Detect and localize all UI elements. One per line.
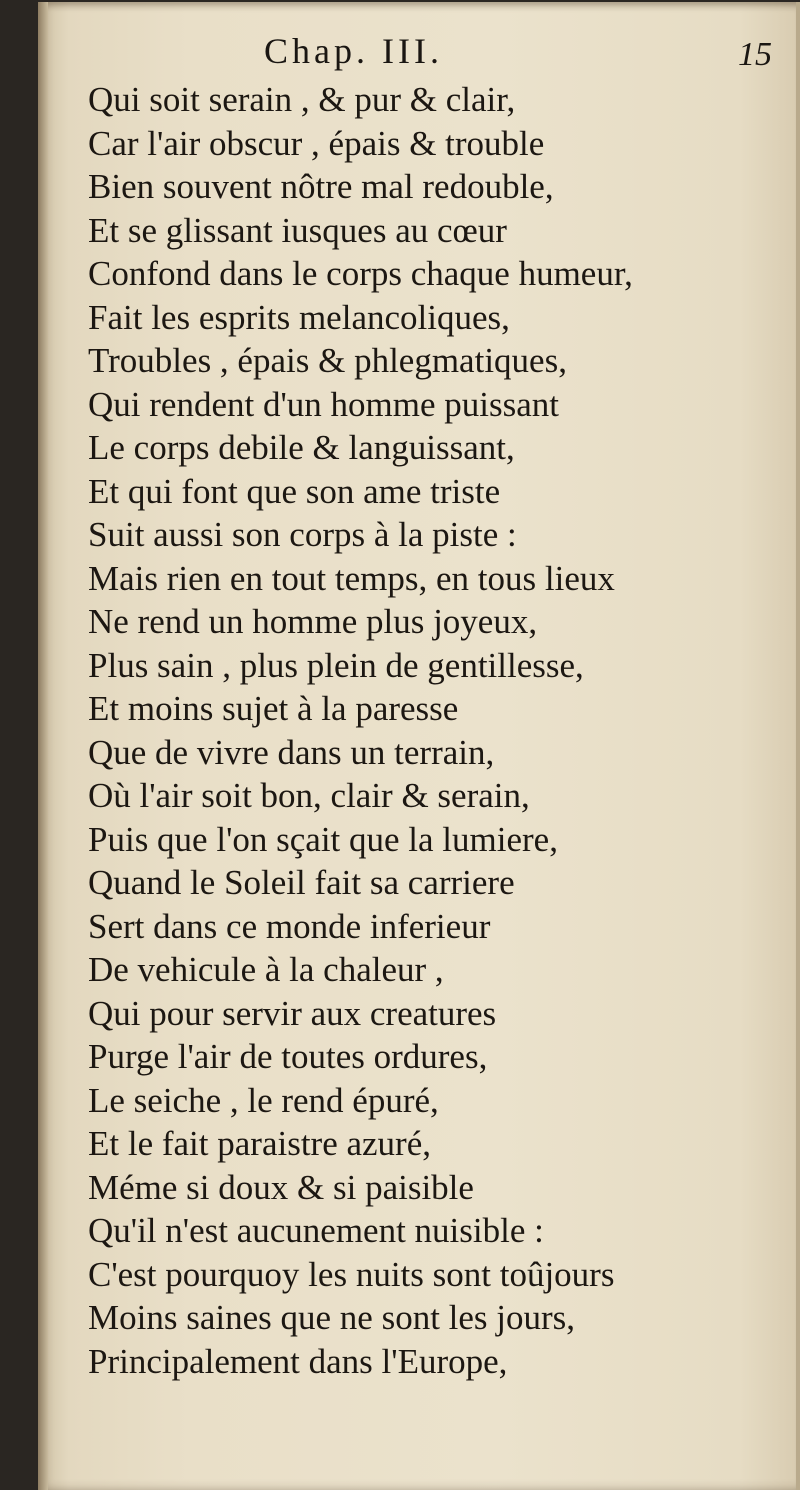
- verse-line: Le corps debile & languissant,: [88, 428, 515, 467]
- verse-line: Et qui font que son ame triste: [88, 471, 501, 511]
- verse-line: Ne rend un homme plus joyeux,: [88, 602, 538, 641]
- verse-line: Bien souvent nôtre mal redouble,: [88, 167, 554, 206]
- verse-line: Plus sain , plus plein de gentillesse,: [88, 645, 584, 685]
- running-head: Chap. III.: [264, 31, 443, 71]
- verse-text-block: [88, 78, 778, 1383]
- verse-line: Et le fait paraistre azuré,: [88, 1124, 431, 1163]
- verse-line: Quand le Soleil fait sa carriere: [88, 863, 515, 902]
- verse-line: C'est pourquoy les nuits sont toûjours: [88, 1254, 615, 1294]
- verse-line: Principalement dans l'Europe,: [88, 1341, 508, 1381]
- page-number: 15: [738, 36, 772, 73]
- page-outer-edge: [796, 2, 800, 1490]
- verse-line: Qui soit serain , & pur & clair,: [88, 80, 516, 119]
- verse-line: Troubles , épais & phlegmatiques,: [88, 341, 567, 380]
- verse-line: Suit aussi son corps à la piste :: [88, 515, 517, 554]
- verse-line: Que de vivre dans un terrain,: [88, 732, 495, 772]
- verse-line: Puis que l'on sçait que la lumiere,: [88, 819, 558, 859]
- book-page: [38, 2, 800, 1490]
- verse-line: Confond dans le corps chaque humeur,: [88, 254, 633, 293]
- verse-line: Méme si doux & si paisible: [88, 1167, 474, 1207]
- verse-line: Le seiche , le rend épuré,: [88, 1080, 439, 1120]
- verse-line: De vehicule à la chaleur ,: [88, 950, 444, 989]
- verse-line: Et se glissant iusques au cœur: [88, 210, 507, 250]
- verse-line: Où l'air soit bon, clair & serain,: [88, 776, 530, 815]
- verse-line: Qui pour servir aux creatures: [88, 993, 497, 1033]
- verse-line: Sert dans ce monde inferieur: [88, 906, 491, 946]
- verse-line: Qu'il n'est aucunement nuisible :: [88, 1211, 544, 1250]
- verse-line: Et moins sujet à la paresse: [88, 689, 459, 728]
- verse-line: Car l'air obscur , épais & trouble: [88, 123, 545, 163]
- verse-line: Qui rendent d'un homme puissant: [88, 384, 559, 424]
- page-header: [38, 26, 800, 76]
- verse-line: Purge l'air de toutes ordures,: [88, 1037, 488, 1076]
- verse-line: Fait les esprits melancoliques,: [88, 297, 510, 337]
- page-gutter-edge: [38, 2, 48, 1490]
- verse-line: Mais rien en tout temps, en tous lieux: [88, 558, 615, 598]
- verse-line: Moins saines que ne sont les jours,: [88, 1298, 576, 1337]
